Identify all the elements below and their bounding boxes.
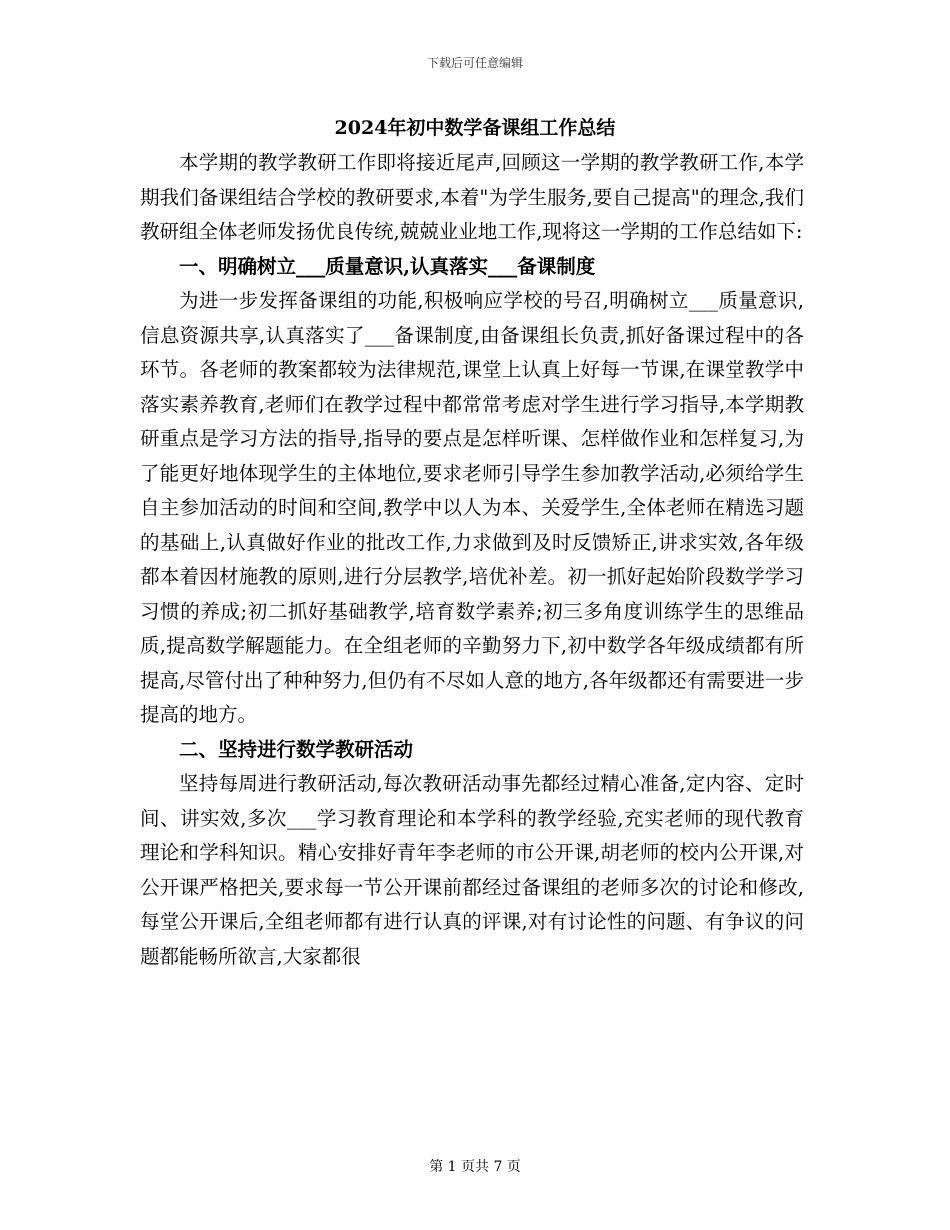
document-title: 2024年初中数学备课组工作总结 <box>334 117 616 139</box>
section-paragraph-2: 坚持每周进行教研活动,每次教研活动事先都经过精心准备,定内容、定时间、讲实效,多次___学习教育理论和本学科的教学经验,充实老师的现代教育理论和学科知识。精心安排好青年李老师的市公开课,胡老师的校内公开课,对公开课严格把关,要求每一节公开课前都经过备课组的老师多次的讨论和修改,每堂公开课后,全组老师都有进行认真的评课,对有讨论性的问题、有争议的问题都能畅所欲言,大家都很 <box>140 772 804 968</box>
section-heading-2: 二、坚持进行数学教研活动 <box>179 737 414 761</box>
intro-paragraph: 本学期的教学教研工作即将接近尾声,回顾这一学期的教学教研工作,本学期我们备课组结合学校的教研要求,本着"为学生服务,要自己提高"的理念,我们教研组全体老师发扬优良传统,兢兢业业地工作,现将这一学期的工作总结如下: <box>140 151 804 243</box>
page-number-footer: 第 1 页共 7 页 <box>429 1159 521 1175</box>
header-note: 下载后可任意编辑 <box>426 56 523 70</box>
section-paragraph-1: 为进一步发挥备课组的功能,积极响应学校的号召,明确树立___质量意识,信息资源共享,认真落实了___备课制度,由备课组长负责,抓好备课过程中的各环节。各老师的教案都较为法律规范,课堂上认真上好每一节课,在课堂教学中落实素养教育,老师们在教学过程中都常常考虑对学生进行学习指导,本学期教研重点是学习方法的指导,指导的要点是怎样听课、怎样做作业和怎样复习,为了能更好地体现学生的主体地位,要求老师引导学生参加教学活动,必须给学生自主参加活动的时间和空间,教学中以人为本、关爱学生,全体老师在精选习题的基础上,认真做好作业的批改工作,力求做到及时反馈矫正,讲求实效,各年级都本着因材施教的原则,进行分层教学,培优补差。初一抓好起始阶段数学学习习惯的养成;初二抓好基础教学,培育数学素养;初三多角度训练学生的思维品质,提高数学解题能力。在全组老师的辛勤努力下,初中数学各年级成绩都有所提高,尽管付出了种种努力,但仍有不尽如人意的地方,各年级都还有需要进一步提高的地方。 <box>140 289 804 726</box>
section-heading-1: 一、明确树立___质量意识,认真落实___备课制度 <box>179 254 596 278</box>
document-body <box>140 146 804 974</box>
